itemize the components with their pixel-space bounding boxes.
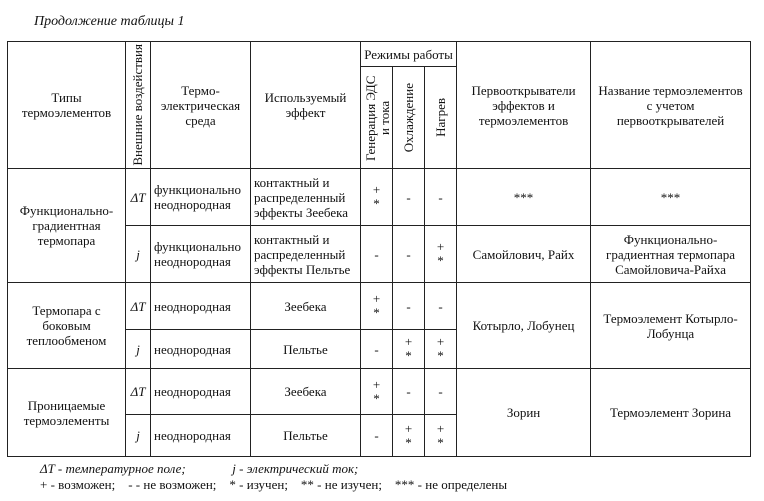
- external-cell: j: [126, 226, 151, 283]
- discoverers-cell: Самойлович, Райх: [457, 226, 591, 283]
- effect-cell: Зеебека: [251, 283, 361, 330]
- mode-cool-cell: -: [393, 283, 425, 330]
- medium-cell: функционально неоднородная: [151, 169, 251, 226]
- type-cell: Проницаемые термоэлементы: [8, 369, 126, 457]
- mode-heat-cell: -: [425, 369, 457, 415]
- name-cell: Функционально-градиентная термопара Самойловича-Райха: [591, 226, 751, 283]
- type-cell: Термопара с боковым теплообменом: [8, 283, 126, 369]
- mode-heat-cell: + *: [425, 226, 457, 283]
- type-cell: Функционально-градиентная термопара: [8, 169, 126, 283]
- medium-cell: функционально неоднородная: [151, 226, 251, 283]
- mode-gen-cell: -: [361, 330, 393, 369]
- name-cell: Термоэлемент Котырло-Лобунца: [591, 283, 751, 369]
- external-cell: ΔT: [126, 169, 151, 226]
- mode-gen-cell: + *: [361, 369, 393, 415]
- mode-cool-cell: + *: [393, 415, 425, 457]
- external-cell: ΔT: [126, 283, 151, 330]
- mode-cool-cell: + *: [393, 330, 425, 369]
- external-cell: j: [126, 415, 151, 457]
- header-mode-gen: Генерация ЭДС и тока: [361, 67, 393, 169]
- mode-cool-cell: -: [393, 169, 425, 226]
- thermoelement-table: [7, 41, 751, 457]
- discoverers-cell: Котырло, Лобунец: [457, 283, 591, 369]
- medium-cell: неоднородная: [151, 369, 251, 415]
- effect-cell: Пельтье: [251, 415, 361, 457]
- mode-heat-cell: -: [425, 169, 457, 226]
- mode-gen-cell: -: [361, 415, 393, 457]
- discoverers-cell: ***: [457, 169, 591, 226]
- header-effect: Используемый эффект: [251, 42, 361, 169]
- effect-cell: Пельтье: [251, 330, 361, 369]
- header-types: Типы термоэлементов: [8, 42, 126, 169]
- effect-cell: контактный и распределенный эффекты Зеебека: [251, 169, 361, 226]
- footnote-delta-t: ΔT - температурное поле;: [40, 461, 186, 476]
- mode-cool-cell: -: [393, 226, 425, 283]
- mode-heat-cell: -: [425, 283, 457, 330]
- mode-heat-cell: + *: [425, 415, 457, 457]
- effect-cell: контактный и распределенный эффекты Пельтье: [251, 226, 361, 283]
- discoverers-cell: Зорин: [457, 369, 591, 457]
- medium-cell: неоднородная: [151, 283, 251, 330]
- header-modes: Режимы работы: [361, 42, 457, 67]
- name-cell: ***: [591, 169, 751, 226]
- mode-gen-cell: + *: [361, 283, 393, 330]
- header-mode-heat: Нагрев: [425, 67, 457, 169]
- name-cell: Термоэлемент Зорина: [591, 369, 751, 457]
- header-external: Внешние воздействия: [126, 42, 151, 169]
- external-cell: j: [126, 330, 151, 369]
- footnote-legend-1: [40, 461, 358, 477]
- footnote-legend-2: + - возможен; - - не возможен; * - изучен; ** - не изучен; *** - не определены: [40, 477, 508, 492]
- medium-cell: неоднородная: [151, 330, 251, 369]
- mode-cool-cell: -: [393, 369, 425, 415]
- footnote-current: j - электрический ток;: [232, 461, 359, 476]
- header-name: Название термоэлементов с учетом первооткрывателей: [591, 42, 751, 169]
- mode-gen-cell: + *: [361, 169, 393, 226]
- table-caption: Продолжение таблицы 1: [34, 14, 185, 29]
- header-mode-cool: Охлаждение: [393, 67, 425, 169]
- effect-cell: Зеебека: [251, 369, 361, 415]
- mode-gen-cell: -: [361, 226, 393, 283]
- mode-heat-cell: + *: [425, 330, 457, 369]
- header-medium: Термо-электрическая среда: [151, 42, 251, 169]
- header-discoverers: Первооткрыватели эффектов и термоэлементов: [457, 42, 591, 169]
- medium-cell: неоднородная: [151, 415, 251, 457]
- external-cell: ΔT: [126, 369, 151, 415]
